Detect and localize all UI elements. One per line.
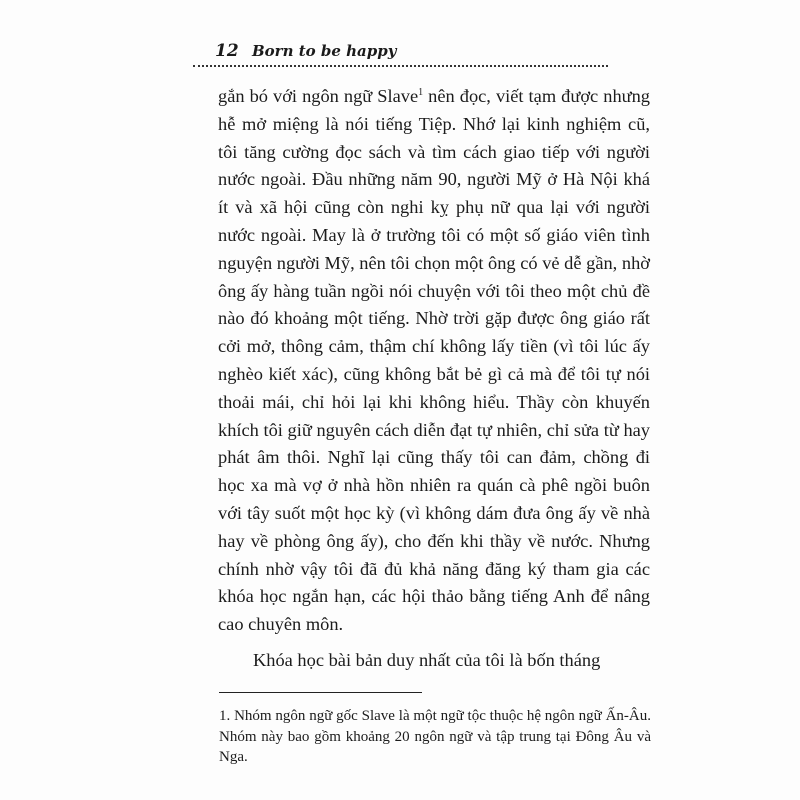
footnote: 1. Nhóm ngôn ngữ gốc Slave là một ngữ tộc thuộc hệ ngôn ngữ Ấn-Âu. Nhóm này bao gồm khoảng 20 ngôn ngữ và tập trung tại Đông Âu và Nga. [219, 708, 651, 765]
footnote-reference: 1 [418, 86, 424, 98]
body-text [218, 83, 650, 675]
paragraph [218, 83, 650, 639]
paragraph: Khóa học bài bản duy nhất của tôi là bốn tháng [253, 649, 601, 670]
running-title: Born to be happy [252, 42, 397, 60]
page-number: 12 [215, 41, 239, 61]
paragraph-text: gắn bó với ngôn ngữ Slave [218, 86, 419, 106]
footnote-rule [219, 692, 422, 693]
page-header [193, 38, 608, 68]
header-dotted-rule [193, 65, 608, 67]
paragraph-text: nên đọc, viết tạm được nhưng hễ mở miệng là nói tiếng Tiệp. Nhớ lại kinh nghiệm cũ, tôi tăng cường đọc sách và tìm cách giao tiếp với người nước ngoài. Đầu những năm 90, người Mỹ ở Hà Nội khá ít và xã hội cũng còn nghi kỵ phụ nữ qua lại với người nước ngoài. May là ở trường tôi có một số giáo viên tình nguyện người Mỹ, nên tôi chọn một ông có vẻ dễ gần, nhờ ông ấy hàng tuần ngồi nói chuyện với tôi theo một chủ đề nào đó khoảng một tiếng. Nhờ trời gặp được ông giáo rất cởi mở, thông cảm, thậm chí không lấy tiền (vì tôi lúc ấy nghèo kiết xác), cũng không bắt bẻ gì cả mà để tôi tự nói thoải mái, chỉ hỏi lại khi không hiểu. Thầy còn khuyến khích tôi giữ nguyên cách diễn đạt tự nhiên, chỉ sửa từ hay phát âm thôi. Nghĩ lại cũng thấy tôi can đảm, chồng đi học xa mà vợ ở nhà hồn nhiên ra quán cà phê ngồi buôn với tây suốt một học kỳ (vì không dám đưa ông ấy về nhà hay về phòng ông ấy), cho đến khi thầy về nước. Nhưng chính nhờ vậy tôi đã đủ khả năng đăng ký tham gia các khóa học ngắn hạn, các hội thảo bằng tiếng Anh để nâng cao chuyên môn. [218, 86, 650, 635]
